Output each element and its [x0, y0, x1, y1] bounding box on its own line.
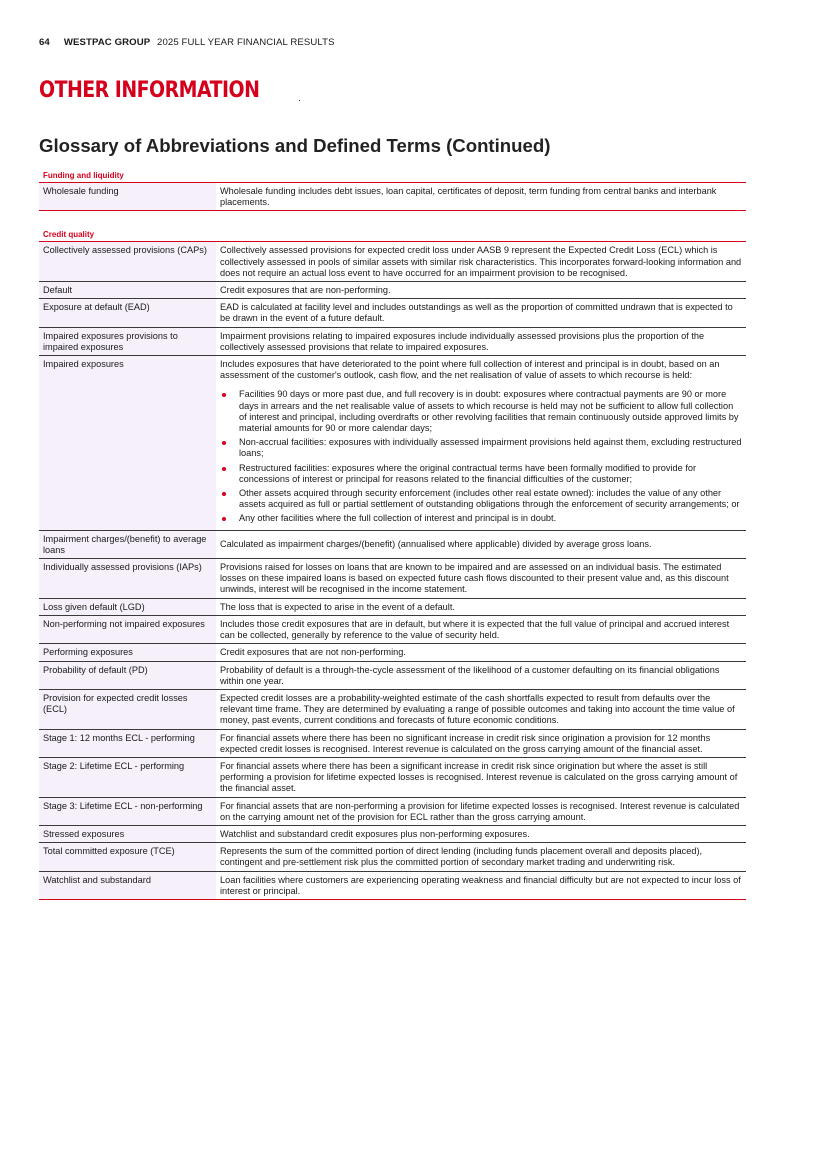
bullet-item: Restructured facilities: exposures where the original contractual terms have been formally modified to provide for concessions of interest or principal for reasons related to the financial difficulties of the customer; — [220, 463, 742, 485]
decorative-dot — [299, 100, 300, 101]
term: Collectively assessed provisions (CAPs) — [39, 242, 216, 281]
glossary-title: Glossary of Abbreviations and Defined Terms (Continued) — [39, 135, 551, 156]
term: Provision for expected credit losses (ECL) — [39, 690, 216, 729]
bullet-list — [220, 389, 742, 524]
table-row — [39, 825, 746, 842]
definition — [216, 356, 746, 530]
definition: Wholesale funding includes debt issues, loan capital, certificates of deposit, term funding from central banks and interbank placements. — [220, 186, 717, 208]
bullet-item: Facilities 90 days or more past due, and full recovery is in doubt: exposures where contractual payments are 90 or more days in arrears and the net realisable value of assets to which recourse is held may not be sufficient to allow full collection of interest and principal, including overdrafts or other revolving facilities that remain continuously outside approved limits by material amounts for 90 or more calendar days; — [220, 389, 742, 434]
term: Exposure at default (EAD) — [39, 299, 216, 326]
term: Non-performing not impaired exposures — [39, 616, 216, 643]
table-row — [39, 355, 746, 530]
term: Default — [39, 282, 216, 298]
table-row — [39, 558, 746, 598]
definition: The loss that is expected to arise in the event of a default. — [220, 601, 455, 612]
definition: Loan facilities where customers are experiencing operating weakness and financial difficulty but are not expected to incur loss of interest or principal. — [220, 874, 741, 896]
section-spacer — [39, 210, 746, 228]
page-number: 64 — [39, 37, 50, 48]
table-row — [39, 242, 746, 281]
term: Stage 3: Lifetime ECL - non-performing — [39, 798, 216, 825]
definition: For financial assets that are non-performing a provision for lifetime expected losses is recognised. Interest revenue is calculated on the carrying amount net of the provision for ECL rather than the gross carrying amount. — [220, 800, 740, 822]
term: Stage 2: Lifetime ECL - performing — [39, 758, 216, 797]
brand-name: WESTPAC GROUP — [63, 37, 151, 48]
definition: Credit exposures that are non-performing. — [220, 285, 391, 296]
table-row — [39, 689, 746, 729]
table-row — [39, 643, 746, 660]
definition: Expected credit losses are a probability-weighted estimate of the cash shortfalls expected to result from defaults over the relevant time frame. They are determined by evaluating a range of possible outcomes and taking into account the time value of money, past events, current conditions and forecasts of future economic conditions. — [220, 692, 735, 726]
table-row — [39, 757, 746, 797]
table-row — [39, 327, 746, 355]
bullet-item: Other assets acquired through security enforcement (includes other real estate owned): includes the value of any other assets acquired as full or partial settlement of outstanding obligations through the enforcement of security arrangements; or — [220, 488, 742, 510]
table-row — [39, 183, 746, 210]
glossary-table — [39, 169, 746, 900]
section-title: OTHER INFORMATION — [39, 78, 260, 103]
term: Stage 1: 12 months ECL - performing — [39, 730, 216, 757]
table-row — [39, 298, 746, 326]
definition: For financial assets where there has been no significant increase in credit risk since origination a provision for 12 months expected credit losses is recognised. Interest revenue is calculated on the gross carrying amount of the financial asset. — [220, 732, 711, 754]
term: Total committed exposure (TCE) — [39, 843, 216, 870]
table-row — [39, 871, 746, 900]
term: Individually assessed provisions (IAPs) — [39, 559, 216, 598]
definition: EAD is calculated at facility level and includes outstandings as well as the proportion of committed undrawn that is expected to be drawn in the event of a future default. — [220, 302, 733, 324]
definition: Includes those credit exposures that are in default, but where it is expected that the full value of principal and accrued interest can be collected, generally by reference to the value of security held. — [220, 618, 730, 641]
definition-intro: Includes exposures that have deteriorated to the point where full collection of interest and principal is in doubt, based on an assessment of the customer's outlook, cash flow, and the net realisation of value of assets to which recourse is held: — [220, 359, 720, 381]
definition: Watchlist and substandard credit exposures plus non-performing exposures. — [220, 828, 530, 839]
term: Stressed exposures — [39, 826, 216, 842]
page-header — [39, 37, 335, 48]
term: Loss given default (LGD) — [39, 599, 216, 615]
term: Watchlist and substandard — [39, 872, 216, 899]
definition: Collectively assessed provisions for expected credit loss under AASB 9 represent the Expected Credit Loss (ECL) which is collectively assessed in pools of similar assets with similar risk characteristics. This incorporates forward-looking information and does not require an actual loss event to have occurred for an impairment provision to be recognised. — [220, 245, 742, 278]
term: Probability of default (PD) — [39, 662, 216, 689]
table-row — [39, 661, 746, 689]
bullet-item: Non-accrual facilities: exposures with individually assessed impairment provisions held against them, excluding restructured loans; — [220, 437, 742, 459]
definition: Impairment provisions relating to impaired exposures include individually assessed provisions plus the proportion of the collectively assessed provisions that relate to impaired exposures. — [220, 330, 705, 352]
definition: For financial assets where there has been a significant increase in credit risk since origination but where the asset is still performing a provision for lifetime expected losses is recognised. Interest revenue is calculated on the gross carrying amount of the financial asset. — [220, 760, 738, 794]
term: Wholesale funding — [39, 183, 216, 210]
table-row — [39, 598, 746, 615]
table-row — [39, 615, 746, 643]
definition: Probability of default is a through-the-cycle assessment of the likelihood of a customer defaulting on its financial obligations within one year. — [220, 664, 720, 686]
table-row — [39, 530, 746, 558]
table-row — [39, 729, 746, 757]
definition: Represents the sum of the committed portion of direct lending (including funds placement overall and deposits placed), contingent and pre-settlement risk plus the committed portion of secondary market trading and underwriting risk. — [220, 846, 703, 868]
table-row — [39, 281, 746, 298]
report-name: 2025 FULL YEAR FINANCIAL RESULTS — [157, 37, 335, 48]
bullet-item: Any other facilities where the full collection of interest and principal is in doubt. — [220, 513, 742, 524]
definition: Provisions raised for losses on loans that are known to be impaired and are assessed on an individual basis. The estimated losses on these impaired loans is based on expected future cash flows discounted to their present value and, as this discount unwinds, interest will be recognised in the income statement. — [220, 562, 729, 595]
term: Impairment charges/(benefit) to average loans — [39, 531, 216, 558]
table-row — [39, 797, 746, 825]
definition: Credit exposures that are not non-performing. — [220, 647, 406, 658]
table-row — [39, 842, 746, 870]
term: Impaired exposures — [39, 356, 216, 530]
term: Performing exposures — [39, 644, 216, 660]
definition: Calculated as impairment charges/(benefit) (annualised where applicable) divided by average gross loans. — [220, 539, 652, 550]
term: Impaired exposures provisions to impaired exposures — [39, 328, 216, 355]
category-heading-funding: Funding and liquidity — [39, 169, 746, 183]
category-heading-credit: Credit quality — [39, 228, 746, 242]
